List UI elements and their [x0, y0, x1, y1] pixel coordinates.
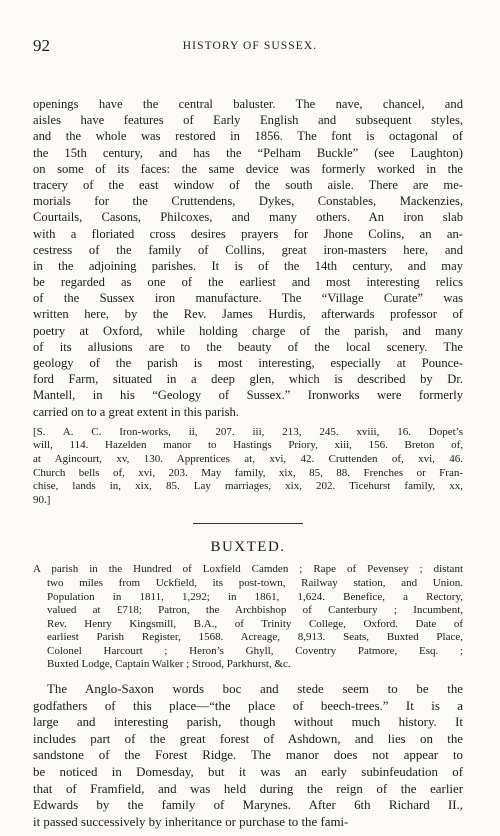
- text-line: large and interesting parish, though without much history. It: [33, 715, 463, 730]
- reference-line: Church bells of, xvi, 203. May family, xix, 85, 88. Frenches or Fran-: [33, 466, 463, 479]
- text-line: Mantell, in his “Geology of Sussex.” Ironworks were formerly: [33, 388, 463, 403]
- running-title: HISTORY OF SUSSEX.: [182, 40, 318, 52]
- text-line: it passed successively by inheritance or purchase to the fami-: [33, 814, 349, 829]
- references-block: [33, 426, 463, 508]
- text-line: in the adjoining parishes. It is of the 14th century, and may: [33, 258, 463, 273]
- section-divider: [193, 523, 303, 524]
- text-line: with a floriated cross desires prayers for Jhone Colins, an an-: [33, 226, 463, 241]
- reference-line: at Agincourt, xv, 130. Apprentices at, xvi, 42. Cruttenden of, xvi, 46.: [33, 452, 463, 465]
- text-line: the 15th century, and has the “Pelham Buckle” (see Laughton): [33, 145, 463, 160]
- text-line: be regarded as one of the earliest and most interesting relics: [33, 275, 463, 290]
- text-line: carried on to a great extent in this parish.: [33, 404, 239, 419]
- text-line: morials for the Cruttendens, Dykes, Constables, Mackenzies,: [33, 194, 463, 209]
- text-line: includes part of the great forest of Ashdown, and lies on the: [33, 731, 463, 746]
- text-line: that of Framfield, and was held during the reign of the earlier: [33, 781, 463, 796]
- text-line: be noticed in Domesday, but it was an early subinfeudation of: [33, 765, 463, 780]
- text-line: Edwards by the family of Marynes. After 6th Richard II.,: [33, 798, 463, 813]
- description-line: Colonel Harcourt ; Heron’s Ghyll, Coventry Patmore, Esq. ;: [47, 644, 463, 657]
- description-line: Population in 1811, 1,292; in 1861, 1,624. Benefice, a Rectory,: [47, 590, 463, 603]
- description-line: valued at £718; Patron, the Archbishop of Canterbury ; Incumbent,: [47, 604, 463, 617]
- description-line: Rev. Henry Kingsmill, B.A., of Trinity College, Oxford. Date of: [47, 617, 463, 630]
- text-line: of the Sussex iron manufacture. The “Village Curate” was: [33, 291, 463, 306]
- text-line: sandstone of the Forest Ridge. The manor does not appear to: [33, 748, 463, 763]
- reference-line: chise, lands in, xix, 85. Lay marriages, xix, 202. Ticehurst family, xx,: [33, 480, 463, 493]
- text-line: poetry at Oxford, while holding charge of the parish, and many: [33, 323, 463, 338]
- paragraph-church-description: [33, 96, 463, 420]
- text-line: of its allusions are to the beauty of the local scenery. The: [33, 339, 463, 354]
- text-line: and the whole was restored in 1856. The font is octagonal of: [33, 129, 463, 144]
- reference-line: will, 114. Hazelden manor to Hastings Priory, xiii, 156. Breton of,: [33, 439, 463, 452]
- description-line: Buxted Lodge, Captain Walker ; Strood, Parkhurst, &c.: [47, 658, 291, 671]
- description-line: A parish in the Hundred of Loxfield Camden ; Rape of Pevensey ; distant: [33, 563, 463, 576]
- text-line: geology of the parish is most interesting, especially at Pounce-: [33, 356, 463, 370]
- text-line: The Anglo-Saxon words boc and stede seem to be the: [47, 682, 463, 697]
- reference-line: 90.]: [33, 493, 51, 506]
- parish-description: [33, 563, 463, 672]
- page-number: 92: [33, 36, 50, 55]
- text-line: godfathers of this place—“the place of beech-trees.” It is a: [33, 698, 463, 713]
- text-line: on some of its faces: the same device was formerly worked in the: [33, 161, 463, 176]
- section-heading: BUXTED.: [210, 539, 286, 556]
- text-line: tracery of the east window of the south aisle. There are me-: [33, 177, 463, 192]
- paragraph-buxted-history: [33, 681, 463, 830]
- text-line: aisles have features of Early English and subsequent styles,: [33, 113, 463, 128]
- text-line: written here, by the Rev. James Hurdis, afterwards professor of: [33, 307, 463, 322]
- text-line: ford Farm, situated in a deep glen, which is described by Dr.: [33, 372, 463, 387]
- text-line: cestress of the family of Collins, great iron-masters here, and: [33, 242, 463, 257]
- reference-line: [S. A. C. Iron-works, ii, 207. iii, 213, 245. xviii, 16. Dopet’s: [33, 425, 463, 438]
- text-line: Courtails, Casons, Philcoxes, and many others. An iron slab: [33, 210, 463, 225]
- text-line: openings have the central baluster. The nave, chancel, and: [33, 97, 463, 111]
- description-line: two miles from Uckfield, its post-town, Railway station, and Union.: [47, 576, 463, 589]
- page-body: [33, 96, 463, 830]
- description-line: earliest Parish Register, 1568. Acreage, 8,913. Seats, Buxted Place,: [47, 631, 463, 644]
